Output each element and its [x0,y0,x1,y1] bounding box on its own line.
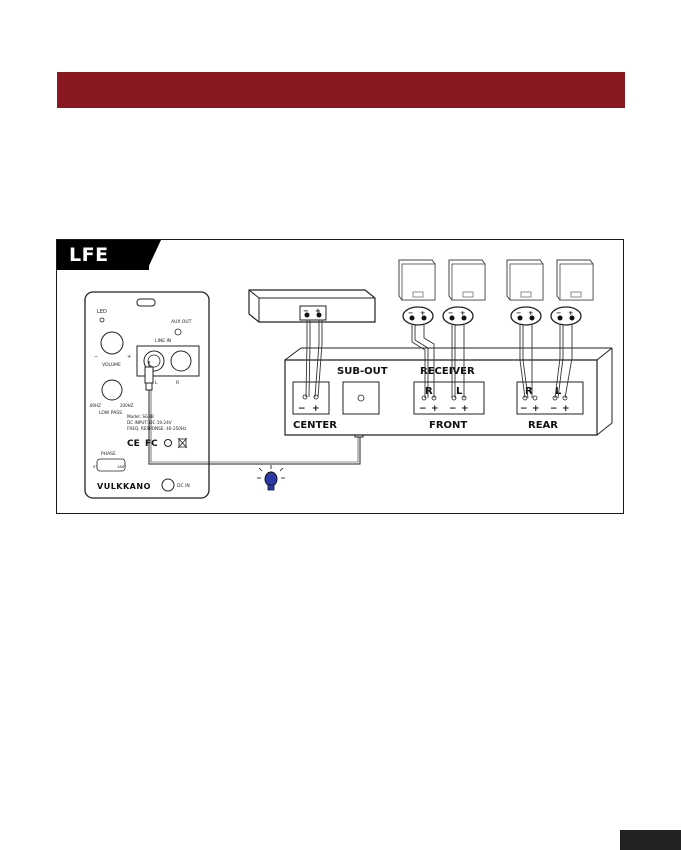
svg-text:+: + [562,404,570,414]
fcc-mark: FC [145,439,158,449]
svg-text:+: + [315,307,321,315]
low-pass-min-label: 80HZ [90,403,101,408]
dc-in-label: DC IN [177,484,190,489]
low-pass-max-label: 200HZ [120,403,134,408]
svg-text:+: + [461,404,469,414]
rear-label: REAR [528,420,558,431]
receiver-label: RECEIVER [420,366,475,377]
ce-mark: CE [127,439,140,449]
svg-text:+: + [312,404,320,414]
line-in-label: LINE IN [155,339,172,344]
low-pass-label: LOW PASS [99,411,122,416]
front-right-speaker [399,260,435,300]
page-number-tab [620,830,681,850]
svg-text:+: + [528,309,534,317]
center-label: CENTER [293,420,337,431]
dc-input-label: DC INPUT: DC 19.24V [127,420,172,425]
volume-label: VOLUME [102,363,121,368]
sub-out-label: SUB-OUT [337,366,388,377]
rear-left-speaker [557,260,593,300]
svg-text:+: + [460,309,466,317]
led-label: LED [97,309,107,315]
freq-response-label: FREQ. RESPONSE: 40-250Hz [127,426,187,431]
volume-plus: + [127,354,132,360]
svg-text:+: + [568,309,574,317]
aux-out-label: AUX OUT [171,320,192,325]
svg-text:−: − [516,309,522,317]
model-label: Model: SG8B [127,414,154,419]
svg-text:−: − [520,404,528,414]
svg-text:−: − [550,404,558,414]
diagram-canvas [57,240,624,514]
lfe-tab-label: LFE [57,240,149,270]
svg-text:−: − [449,404,457,414]
svg-text:−: − [556,309,562,317]
svg-text:−: − [419,404,427,414]
brand-logo: VULKKANO [97,482,151,491]
svg-text:−: − [448,309,454,317]
svg-text:+: + [532,404,540,414]
section-header-banner [57,72,625,108]
rear-l-label: L [555,386,562,397]
svg-text:−: − [408,309,414,317]
subwoofer-back-panel [85,292,209,498]
phase-label: PHASE [101,452,116,457]
svg-text:−: − [303,307,309,315]
center-speaker [249,290,375,322]
speaker-terminal-ovals [403,307,581,325]
rear-r-label: R [525,386,533,397]
line-in-r-label: R [176,381,180,386]
line-in-l-label: L [155,381,158,386]
phase-0-label: 0° [93,464,98,469]
light-bulb-icon [257,465,285,490]
svg-text:−: − [298,404,306,414]
front-left-speaker [449,260,485,300]
phase-180-label: 180° [117,464,127,469]
front-l-label: L [456,386,463,397]
front-r-label: R [425,386,433,397]
svg-text:+: + [431,404,439,414]
rear-right-speaker [507,260,543,300]
volume-minus: − [94,354,99,360]
front-label: FRONT [429,420,468,431]
lfe-connection-diagram [56,239,624,514]
svg-text:+: + [420,309,426,317]
sub-out-jack-block [343,382,379,414]
lfe-tab-corner [147,240,161,270]
panel-handle [137,299,155,306]
